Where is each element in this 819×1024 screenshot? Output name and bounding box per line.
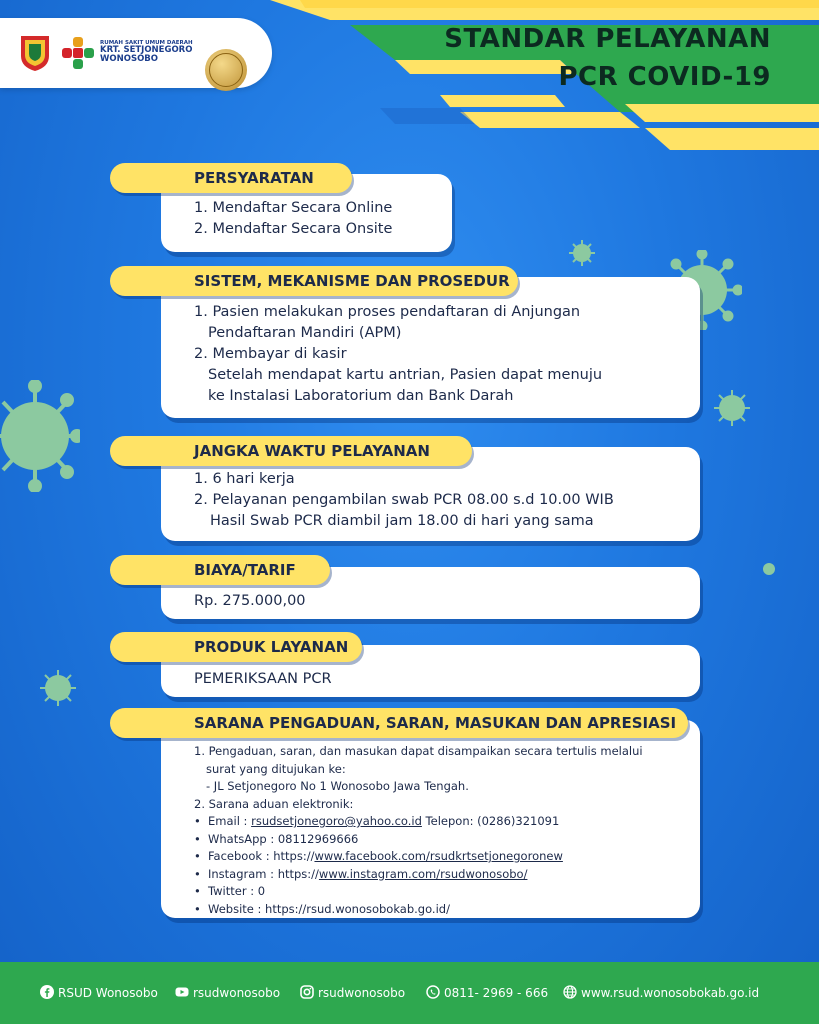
list-item: 2. Sarana aduan elektronik: bbox=[194, 796, 354, 811]
list-item: 2. Pelayanan pengambilan swab PCR 08.00 s.d 10.00 WIB bbox=[194, 492, 614, 508]
sistem-content bbox=[194, 302, 602, 407]
hospital-name bbox=[100, 40, 193, 65]
instagram-label: Instagram : https:// bbox=[208, 866, 319, 881]
whatsapp-text: WhatsApp : 08112969666 bbox=[208, 831, 359, 846]
footer-youtube-label: rsudwonosobo bbox=[193, 986, 281, 1000]
footer-website-label: www.rsud.wonosobokab.go.id bbox=[581, 986, 760, 1000]
website-text[interactable]: Website : https://rsud.wonosobokab.go.id/ bbox=[208, 901, 450, 916]
sarana-label: SARANA PENGADUAN, SARAN, MASUKAN DAN APRESIASI bbox=[194, 714, 677, 732]
globe-icon bbox=[563, 985, 577, 999]
footer-bar bbox=[0, 962, 819, 1024]
produk-value: PEMERIKSAAN PCR bbox=[194, 671, 332, 687]
footer-whatsapp[interactable] bbox=[426, 962, 548, 1024]
biaya-content bbox=[194, 591, 306, 612]
footer-facebook[interactable] bbox=[40, 962, 158, 1024]
list-item: 1. 6 hari kerja bbox=[194, 471, 295, 487]
virus-icon bbox=[567, 238, 597, 268]
instagram-link[interactable]: www.instagram.com/rsudwonosobo/ bbox=[318, 866, 528, 881]
whatsapp-icon bbox=[426, 985, 440, 999]
whatsapp-item: • WhatsApp : 08112969666 bbox=[194, 831, 359, 846]
biaya-header bbox=[110, 555, 330, 585]
list-item: surat yang ditujukan ke: bbox=[206, 761, 346, 776]
list-item: Setelah mendapat kartu antrian, Pasien dapat menuju bbox=[208, 367, 603, 383]
hospital-cross-icon bbox=[60, 35, 96, 71]
list-item: Hasil Swab PCR diambil jam 18.00 di hari yang sama bbox=[210, 513, 594, 529]
virus-icon bbox=[0, 380, 80, 492]
title-line2: PCR COVID-19 bbox=[558, 62, 771, 92]
page-title bbox=[444, 20, 771, 96]
logo-line1: RUMAH SAKIT UMUM DAERAH bbox=[100, 40, 193, 46]
title-line1: STANDAR PELAYANAN bbox=[444, 24, 771, 54]
regency-shield-icon bbox=[18, 34, 52, 72]
jangka-header bbox=[110, 436, 472, 466]
facebook-icon bbox=[40, 985, 54, 999]
sarana-content bbox=[194, 743, 643, 918]
address-line: - JL Setjonegoro No 1 Wonosobo Jawa Tengah. bbox=[206, 779, 469, 793]
biaya-label: BIAYA/TARIF bbox=[194, 561, 296, 579]
biaya-value: Rp. 275.000,00 bbox=[194, 593, 306, 609]
list-item: 1. Pengaduan, saran, dan masukan dapat disampaikan secara tertulis melalui bbox=[194, 744, 643, 758]
logo-line2: KRT. SETJONEGORO bbox=[100, 45, 193, 56]
list-item: 2. Membayar di kasir bbox=[194, 346, 347, 362]
youtube-icon bbox=[175, 985, 189, 999]
footer-whatsapp-label: 0811- 2969 - 666 bbox=[444, 986, 549, 1000]
email-item: • Email : rsudsetjonegoro@yahoo.co.id Telepon: (0286)321091 bbox=[194, 814, 560, 828]
facebook-item: • Facebook : https://www.facebook.com/rsudkrtsetjonegoronew bbox=[194, 849, 563, 863]
logo-card bbox=[0, 18, 272, 88]
virus-icon bbox=[712, 388, 752, 428]
logo-line3: WONOSOBO bbox=[100, 54, 158, 65]
phone-text: Telepon: (0286)321091 bbox=[421, 814, 560, 828]
instagram-item: • Instagram : https://www.instagram.com/rsudwonosobo/ bbox=[194, 866, 528, 881]
facebook-label: Facebook : https:// bbox=[208, 849, 315, 863]
persyaratan-header bbox=[110, 163, 352, 193]
list-item: 1. Mendaftar Secara Online bbox=[194, 200, 393, 216]
sistem-label: SISTEM, MEKANISME DAN PROSEDUR bbox=[194, 272, 510, 290]
facebook-link[interactable]: www.facebook.com/rsudkrtsetjonegoronew bbox=[314, 849, 563, 863]
website-item: • Website : https://rsud.wonosobokab.go.id/ bbox=[194, 901, 450, 916]
footer-instagram-label: rsudwonosobo bbox=[318, 986, 406, 1000]
virus-icon bbox=[38, 668, 78, 708]
persyaratan-content bbox=[194, 198, 392, 240]
sarana-header bbox=[110, 708, 688, 738]
list-item: ke Instalasi Laboratorium dan Bank Darah bbox=[208, 388, 514, 404]
footer-instagram[interactable] bbox=[300, 962, 405, 1024]
footer-youtube[interactable] bbox=[175, 962, 280, 1024]
email-link[interactable]: rsudsetjonegoro@yahoo.co.id bbox=[251, 814, 422, 828]
twitter-text: Twitter : 0 bbox=[208, 884, 266, 898]
dot-decoration bbox=[763, 563, 775, 575]
jangka-content bbox=[194, 469, 614, 532]
sistem-header bbox=[110, 266, 518, 296]
list-item: 2. Mendaftar Secara Onsite bbox=[194, 221, 393, 237]
footer-website[interactable] bbox=[563, 962, 759, 1024]
produk-content bbox=[194, 669, 332, 690]
produk-label: PRODUK LAYANAN bbox=[194, 638, 349, 656]
list-item: 1. Pasien melakukan proses pendaftaran di Anjungan bbox=[194, 304, 581, 320]
footer-facebook-label: RSUD Wonosobo bbox=[58, 986, 158, 1000]
persyaratan-label: PERSYARATAN bbox=[194, 169, 314, 187]
list-item: Pendaftaran Mandiri (APM) bbox=[208, 325, 402, 341]
produk-header bbox=[110, 632, 362, 662]
twitter-item: • Twitter : 0 bbox=[194, 884, 266, 898]
instagram-icon bbox=[300, 985, 314, 999]
email-label: Email : bbox=[208, 814, 252, 828]
badge-ring bbox=[209, 53, 243, 87]
jangka-label: JANGKA WAKTU PELAYANAN bbox=[194, 442, 430, 460]
